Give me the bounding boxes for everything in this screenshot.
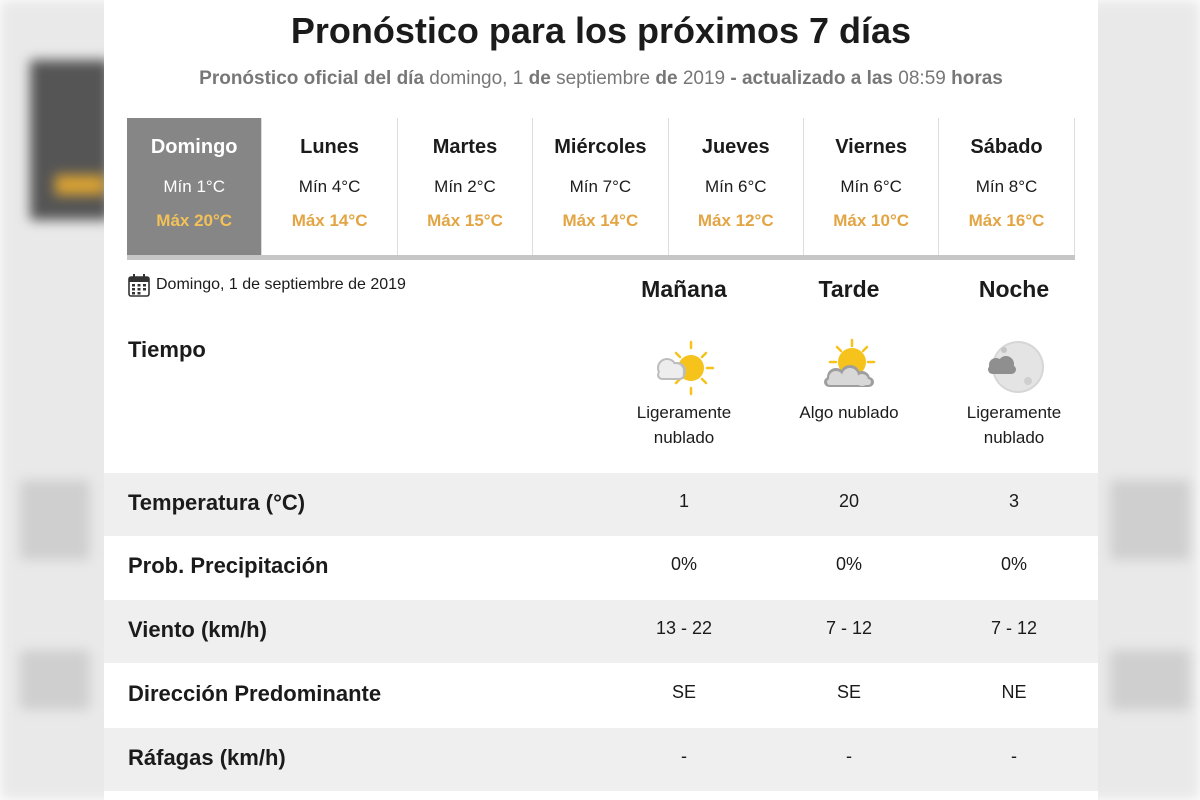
- row-value-afternoon: 7 - 12: [825, 618, 873, 638]
- day-max-temp: Máx 14°C: [562, 211, 639, 230]
- row-value-afternoon: 20: [838, 491, 860, 511]
- subtitle-text: Pronóstico oficial del día: [199, 68, 425, 89]
- page-title: Pronóstico para los próximos 7 días: [290, 10, 912, 51]
- subtitle-text: horas: [951, 68, 1003, 89]
- subtitle-date: domingo, 1: [429, 68, 524, 89]
- weather-desc-line: nublado: [983, 428, 1045, 447]
- row-value-morning: 13 - 22: [655, 618, 713, 638]
- day-min-temp: Mín 8°C: [975, 177, 1038, 196]
- day-min-temp: Mín 7°C: [569, 177, 632, 196]
- row-value-night: 7 - 12: [990, 618, 1038, 638]
- day-max-temp: Máx 20°C: [156, 211, 233, 230]
- weather-desc-line: nublado: [653, 428, 715, 447]
- selected-date-text: Domingo, 1 de septiembre de 2019: [156, 276, 406, 293]
- day-min-temp: Mín 2°C: [434, 177, 496, 196]
- row-value-morning: SE: [671, 682, 696, 702]
- day-min-temp: Mín 4°C: [298, 177, 361, 196]
- subtitle-text: - actualizado a las: [730, 68, 893, 89]
- subtitle-month: septiembre: [556, 68, 651, 89]
- day-max-temp: Máx 10°C: [833, 211, 910, 230]
- day-name: Miércoles: [554, 136, 647, 158]
- sun-behind-cloud-icon: [816, 337, 886, 397]
- day-name: Domingo: [150, 136, 238, 158]
- day-tab-sabado[interactable]: [939, 118, 1074, 255]
- row-value-night: 0%: [1000, 554, 1027, 574]
- day-name: Lunes: [300, 136, 360, 158]
- period-morning: Mañana: [641, 276, 727, 302]
- day-max-temp: Máx 16°C: [968, 211, 1045, 230]
- subtitle-year: 2019: [682, 68, 726, 89]
- period-night: Noche: [978, 276, 1050, 302]
- day-tabs: [127, 118, 1075, 260]
- selected-date: [128, 273, 406, 297]
- row-value-morning: 0%: [670, 554, 697, 574]
- row-value-night: 3: [1008, 491, 1019, 511]
- background-block: [1110, 650, 1190, 710]
- background-block: [20, 650, 90, 710]
- day-tab-viernes[interactable]: [804, 118, 939, 255]
- day-tab-miercoles[interactable]: [533, 118, 668, 255]
- row-value-morning: -: [681, 746, 687, 766]
- row-label: Viento (km/h): [128, 617, 267, 642]
- calendar-icon: [128, 273, 150, 297]
- table-row-direction: [104, 664, 1098, 727]
- weather-desc-line: Ligeramente: [966, 403, 1062, 422]
- day-tab-jueves[interactable]: [669, 118, 804, 255]
- period-afternoon: Tarde: [818, 276, 880, 302]
- background-block: [1110, 480, 1190, 560]
- day-tab-martes[interactable]: [398, 118, 533, 255]
- day-name: Sábado: [970, 136, 1043, 158]
- day-max-temp: Máx 15°C: [427, 211, 503, 230]
- row-label: Temperatura (°C): [128, 490, 306, 515]
- day-max-temp: Máx 12°C: [697, 211, 774, 230]
- weather-desc-morning: [604, 400, 764, 450]
- weather-desc-night: [934, 400, 1094, 450]
- background-block: [30, 60, 110, 220]
- row-label: Ráfagas (km/h): [128, 745, 286, 770]
- day-tab-lunes[interactable]: [262, 118, 397, 255]
- day-min-temp: Mín 1°C: [163, 177, 225, 196]
- row-value-night: NE: [1001, 682, 1027, 702]
- table-row-precipitation: [104, 536, 1098, 599]
- table-row-gusts: [104, 728, 1098, 791]
- row-value-afternoon: SE: [836, 682, 861, 702]
- row-value-night: -: [1011, 746, 1017, 766]
- day-name: Viernes: [835, 136, 908, 158]
- row-value-morning: 1: [678, 491, 689, 511]
- day-max-temp: Máx 14°C: [291, 211, 368, 230]
- day-tab-domingo[interactable]: [127, 118, 262, 255]
- forecast-card: [104, 0, 1098, 800]
- row-value-afternoon: 0%: [835, 554, 862, 574]
- background-block: [55, 175, 105, 195]
- day-name: Martes: [432, 136, 498, 158]
- weather-label: Tiempo: [128, 337, 206, 362]
- sun-cloud-icon: [649, 338, 719, 398]
- row-value-afternoon: -: [846, 746, 852, 766]
- table-row-temperature: [104, 473, 1098, 536]
- background-block: [20, 480, 90, 560]
- subtitle-time: 08:59: [898, 68, 946, 89]
- weather-desc-line: Algo nublado: [799, 403, 899, 422]
- day-min-temp: Mín 6°C: [704, 177, 767, 196]
- forecast-subtitle: [104, 68, 1098, 90]
- table-row-wind: [104, 600, 1098, 663]
- subtitle-text: de: [655, 68, 678, 89]
- subtitle-text: de: [528, 68, 551, 89]
- row-label: Dirección Predominante: [128, 681, 382, 706]
- moon-cloud-icon: [980, 337, 1050, 397]
- row-label: Prob. Precipitación: [128, 553, 329, 578]
- day-min-temp: Mín 6°C: [840, 177, 902, 196]
- weather-desc-afternoon: [769, 400, 929, 425]
- weather-desc-line: Ligeramente: [636, 403, 732, 422]
- day-name: Jueves: [701, 136, 770, 158]
